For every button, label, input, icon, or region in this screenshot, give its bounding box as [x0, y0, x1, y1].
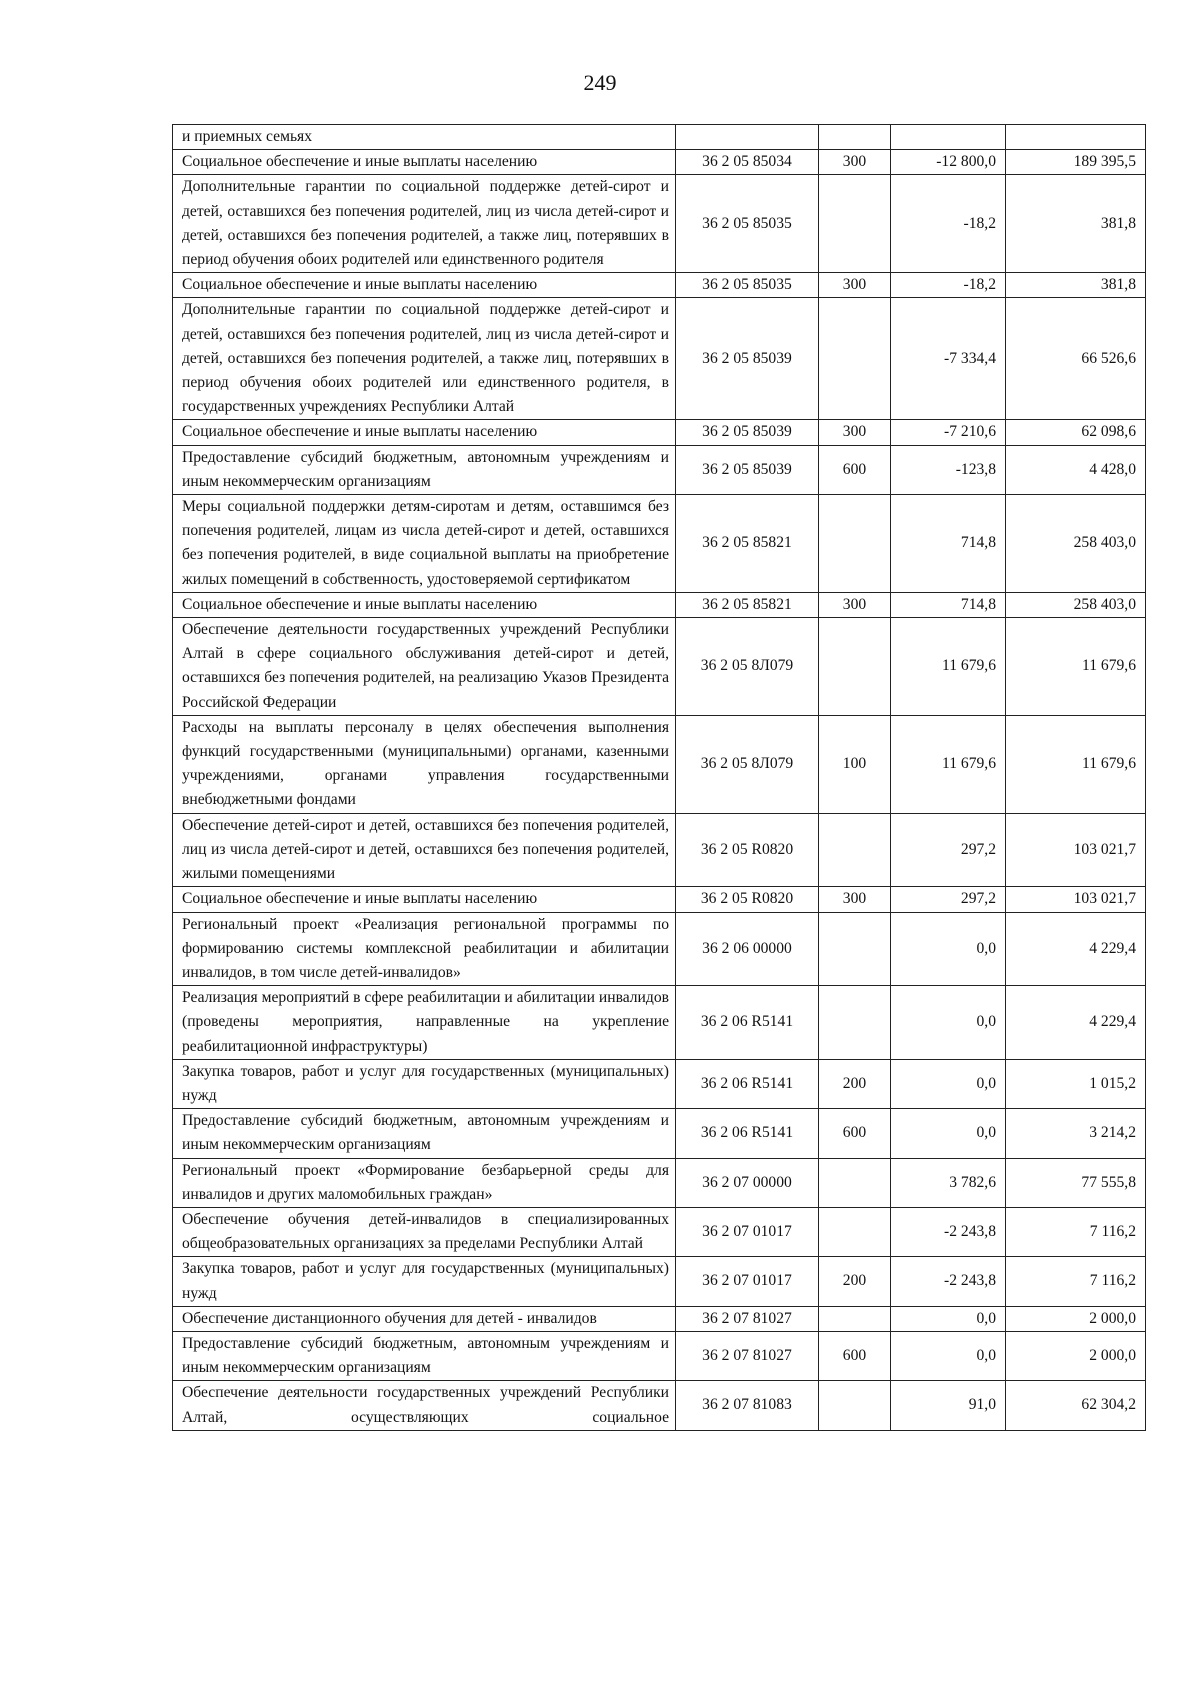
table-row — [173, 150, 1146, 175]
row-type: 300 — [819, 887, 891, 912]
row-total: 1 015,2 — [1006, 1059, 1146, 1108]
row-total: 11 679,6 — [1006, 618, 1146, 716]
row-change: 11 679,6 — [891, 618, 1006, 716]
table-row — [173, 1158, 1146, 1207]
row-change: 0,0 — [891, 1109, 1006, 1158]
row-code: 36 2 07 81027 — [676, 1331, 819, 1380]
row-change: 0,0 — [891, 912, 1006, 986]
row-total: 103 021,7 — [1006, 887, 1146, 912]
row-description: Закупка товаров, работ и услуг для государственных (муниципальных) нужд — [173, 1257, 676, 1306]
table-row — [173, 618, 1146, 716]
row-code: 36 2 05 85821 — [676, 592, 819, 617]
row-code: 36 2 07 01017 — [676, 1257, 819, 1306]
row-description: Обеспечение деятельности государственных учреждений Республики Алтай, осуществляющих социальное — [173, 1381, 676, 1430]
row-description: Региональный проект «Реализация региональной программы по формированию системы комплексной реабилитации и абилитации инвалидов, в том числе детей-инвалидов» — [173, 912, 676, 986]
row-total: 3 214,2 — [1006, 1109, 1146, 1158]
table-row — [173, 887, 1146, 912]
table-row — [173, 298, 1146, 420]
row-change: 11 679,6 — [891, 715, 1006, 813]
row-change: -12 800,0 — [891, 150, 1006, 175]
table-row — [173, 813, 1146, 887]
row-description: Предоставление субсидий бюджетным, автономным учреждениям и иным некоммерческим организациям — [173, 1331, 676, 1380]
row-type — [819, 298, 891, 420]
row-code: 36 2 05 R0820 — [676, 887, 819, 912]
row-code: 36 2 05 8Л079 — [676, 618, 819, 716]
row-description: Обеспечение дистанционного обучения для детей - инвалидов — [173, 1306, 676, 1331]
row-description: Предоставление субсидий бюджетным, автономным учреждениям и иным некоммерческим организациям — [173, 445, 676, 494]
table-row — [173, 1331, 1146, 1380]
table-row — [173, 420, 1146, 445]
row-type — [819, 813, 891, 887]
row-change: 3 782,6 — [891, 1158, 1006, 1207]
row-code: 36 2 05 R0820 — [676, 813, 819, 887]
row-total: 62 098,6 — [1006, 420, 1146, 445]
row-change: 0,0 — [891, 1059, 1006, 1108]
row-code: 36 2 06 R5141 — [676, 1059, 819, 1108]
table-row — [173, 1109, 1146, 1158]
row-change: -18,2 — [891, 273, 1006, 298]
row-code: 36 2 06 R5141 — [676, 986, 819, 1060]
table-row — [173, 715, 1146, 813]
row-total: 381,8 — [1006, 175, 1146, 273]
row-type — [819, 125, 891, 150]
row-total: 4 229,4 — [1006, 912, 1146, 986]
table-row — [173, 1059, 1146, 1108]
row-code: 36 2 06 R5141 — [676, 1109, 819, 1158]
row-change: -123,8 — [891, 445, 1006, 494]
row-type — [819, 1306, 891, 1331]
row-code: 36 2 06 00000 — [676, 912, 819, 986]
row-total: 7 116,2 — [1006, 1207, 1146, 1256]
row-description: Закупка товаров, работ и услуг для государственных (муниципальных) нужд — [173, 1059, 676, 1108]
row-code: 36 2 05 85039 — [676, 445, 819, 494]
row-type — [819, 1381, 891, 1430]
row-code: 36 2 05 85821 — [676, 495, 819, 593]
row-code — [676, 125, 819, 150]
table-row — [173, 986, 1146, 1060]
row-total: 258 403,0 — [1006, 495, 1146, 593]
row-description: Обеспечение обучения детей-инвалидов в специализированных общеобразовательных организациях за пределами Республики Алтай — [173, 1207, 676, 1256]
table-row — [173, 175, 1146, 273]
row-change: 297,2 — [891, 813, 1006, 887]
row-code: 36 2 05 85035 — [676, 175, 819, 273]
row-change — [891, 125, 1006, 150]
row-description: Обеспечение деятельности государственных учреждений Республики Алтай в сфере социального обслуживания детей-сирот и детей, оставшихся без попечения родителей, на реализацию Указов Президента Российской Федерации — [173, 618, 676, 716]
row-total: 62 304,2 — [1006, 1381, 1146, 1430]
budget-table — [172, 124, 1146, 1431]
row-change: 91,0 — [891, 1381, 1006, 1430]
row-change: 714,8 — [891, 592, 1006, 617]
page-number: 249 — [583, 70, 617, 95]
row-description: Социальное обеспечение и иные выплаты населению — [173, 887, 676, 912]
row-type: 200 — [819, 1257, 891, 1306]
row-type: 600 — [819, 1331, 891, 1380]
row-type — [819, 495, 891, 593]
row-total: 189 395,5 — [1006, 150, 1146, 175]
row-description: Предоставление субсидий бюджетным, автономным учреждениям и иным некоммерческим организациям — [173, 1109, 676, 1158]
row-total: 103 021,7 — [1006, 813, 1146, 887]
row-type — [819, 618, 891, 716]
row-code: 36 2 05 85035 — [676, 273, 819, 298]
row-type: 600 — [819, 445, 891, 494]
row-code: 36 2 07 81027 — [676, 1306, 819, 1331]
row-change: 0,0 — [891, 1331, 1006, 1380]
row-code: 36 2 05 8Л079 — [676, 715, 819, 813]
row-type — [819, 912, 891, 986]
row-code: 36 2 05 85039 — [676, 420, 819, 445]
table-row — [173, 273, 1146, 298]
row-total: 66 526,6 — [1006, 298, 1146, 420]
table-row — [173, 495, 1146, 593]
budget-table-body — [173, 125, 1146, 1431]
row-description: Меры социальной поддержки детям-сиротам и детям, оставшимся без попечения родителей, лицам из числа детей-сирот и детей, оставшихся без попечения родителей, в виде социальной выплаты на приобретение жилых помещений в собственность, удостоверяемой сертификатом — [173, 495, 676, 593]
row-description: Социальное обеспечение и иные выплаты населению — [173, 420, 676, 445]
row-code: 36 2 07 01017 — [676, 1207, 819, 1256]
row-change: -18,2 — [891, 175, 1006, 273]
row-type: 300 — [819, 150, 891, 175]
table-row — [173, 1207, 1146, 1256]
row-type: 300 — [819, 273, 891, 298]
row-type — [819, 175, 891, 273]
row-type: 300 — [819, 592, 891, 617]
table-row — [173, 1257, 1146, 1306]
table-row — [173, 1381, 1146, 1430]
row-change: -2 243,8 — [891, 1207, 1006, 1256]
row-description: Реализация мероприятий в сфере реабилитации и абилитации инвалидов (проведены мероприятия, направленные на укрепление реабилитационной инфраструктуры) — [173, 986, 676, 1060]
row-description: Дополнительные гарантии по социальной поддержке детей-сирот и детей, оставшихся без попечения родителей, лиц из числа детей-сирот и детей, оставшихся без попечения родителей, а также лиц, потерявших в период обучения обоих родителей или единственного родителя, в государственных учреждениях Республики Алтай — [173, 298, 676, 420]
row-code: 36 2 07 00000 — [676, 1158, 819, 1207]
row-type: 200 — [819, 1059, 891, 1108]
row-change: 714,8 — [891, 495, 1006, 593]
row-total: 7 116,2 — [1006, 1257, 1146, 1306]
row-total: 11 679,6 — [1006, 715, 1146, 813]
row-total: 4 428,0 — [1006, 445, 1146, 494]
row-change: -2 243,8 — [891, 1257, 1006, 1306]
row-code: 36 2 05 85034 — [676, 150, 819, 175]
table-row — [173, 592, 1146, 617]
row-total: 381,8 — [1006, 273, 1146, 298]
row-change: 0,0 — [891, 986, 1006, 1060]
row-change: 297,2 — [891, 887, 1006, 912]
row-change: 0,0 — [891, 1306, 1006, 1331]
row-code: 36 2 05 85039 — [676, 298, 819, 420]
row-total: 77 555,8 — [1006, 1158, 1146, 1207]
row-total — [1006, 125, 1146, 150]
table-row — [173, 912, 1146, 986]
table-row — [173, 125, 1146, 150]
row-type: 100 — [819, 715, 891, 813]
row-type: 600 — [819, 1109, 891, 1158]
row-type — [819, 1158, 891, 1207]
table-row — [173, 1306, 1146, 1331]
row-total: 4 229,4 — [1006, 986, 1146, 1060]
row-description: Обеспечение детей-сирот и детей, оставшихся без попечения родителей, лиц из числа детей-сирот и детей, оставшихся без попечения родителей, жилыми помещениями — [173, 813, 676, 887]
table-row — [173, 445, 1146, 494]
row-type: 300 — [819, 420, 891, 445]
row-description: Социальное обеспечение и иные выплаты населению — [173, 592, 676, 617]
row-description: Региональный проект «Формирование безбарьерной среды для инвалидов и других маломобильных граждан» — [173, 1158, 676, 1207]
row-change: -7 334,4 — [891, 298, 1006, 420]
row-description: Социальное обеспечение и иные выплаты населению — [173, 273, 676, 298]
row-description: и приемных семьях — [173, 125, 676, 150]
row-type — [819, 986, 891, 1060]
row-change: -7 210,6 — [891, 420, 1006, 445]
row-total: 2 000,0 — [1006, 1306, 1146, 1331]
row-description: Социальное обеспечение и иные выплаты населению — [173, 150, 676, 175]
row-total: 2 000,0 — [1006, 1331, 1146, 1380]
row-description: Дополнительные гарантии по социальной поддержке детей-сирот и детей, оставшихся без попечения родителей, лиц из числа детей-сирот и детей, оставшихся без попечения родителей, а также лиц, потерявших в период обучения обоих родителей или единственного родителя — [173, 175, 676, 273]
row-description: Расходы на выплаты персоналу в целях обеспечения выполнения функций государственными (муниципальными) органами, казенными учреждениями, органами управления государственными внебюджетными фондами — [173, 715, 676, 813]
row-type — [819, 1207, 891, 1256]
row-code: 36 2 07 81083 — [676, 1381, 819, 1430]
row-total: 258 403,0 — [1006, 592, 1146, 617]
